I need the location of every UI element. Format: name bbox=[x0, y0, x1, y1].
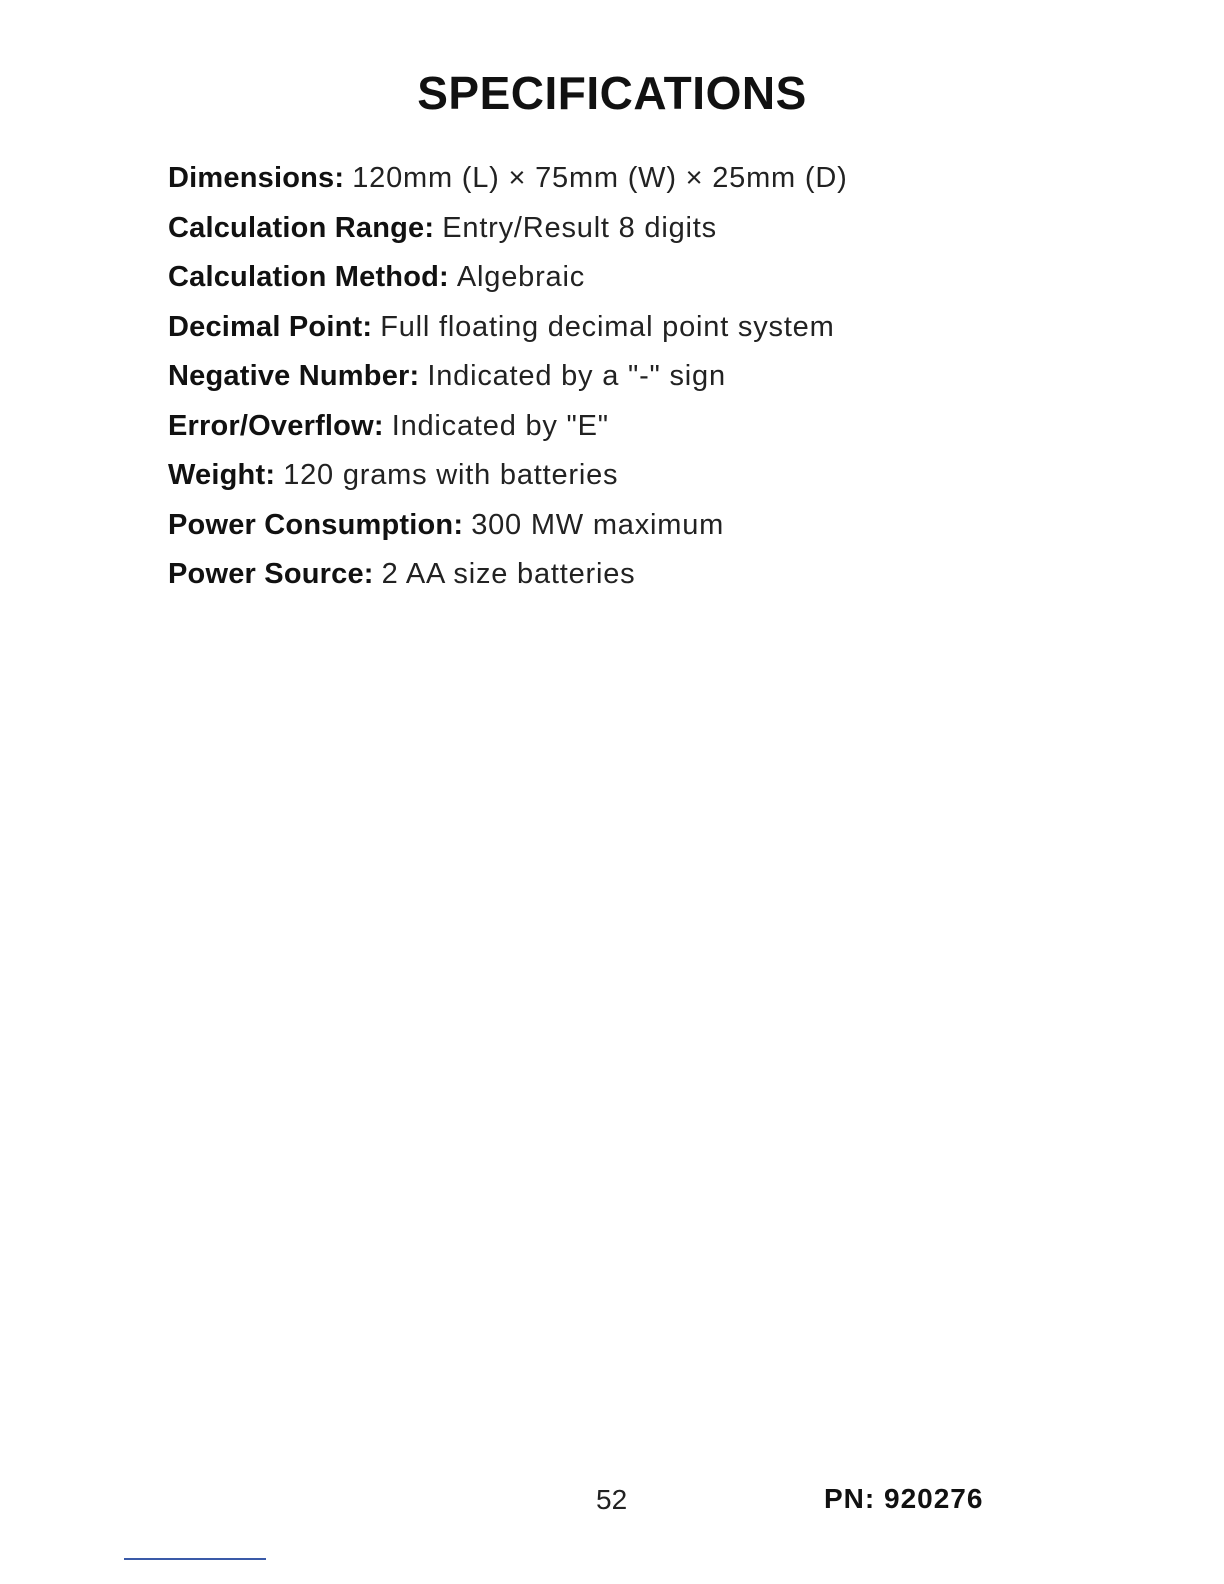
spec-value: Algebraic bbox=[456, 261, 586, 293]
bottom-divider bbox=[124, 1558, 266, 1560]
spec-label: Negative Number: bbox=[168, 360, 420, 392]
spec-list bbox=[168, 158, 1128, 604]
spec-value: Full floating decimal point system bbox=[380, 310, 835, 343]
spec-dimensions bbox=[168, 158, 1128, 208]
part-number: PN: 920276 bbox=[824, 1483, 984, 1514]
spec-label: Decimal Point: bbox=[168, 310, 373, 343]
spec-calculation-method bbox=[168, 257, 1128, 307]
spec-power-consumption bbox=[168, 505, 1128, 555]
spec-error-overflow bbox=[168, 406, 1128, 456]
spec-value: 120mm (L) × 75mm (W) × 25mm (D) bbox=[352, 162, 848, 194]
spec-value: 2 AA size batteries bbox=[381, 558, 636, 590]
spec-label: Power Source: bbox=[168, 558, 374, 590]
spec-decimal-point bbox=[168, 307, 1128, 357]
spec-value: Indicated by "E" bbox=[391, 409, 609, 442]
spec-value: 300 MW maximum bbox=[471, 508, 725, 541]
spec-label: Dimensions: bbox=[168, 162, 345, 194]
page-number: 52 bbox=[596, 1484, 628, 1515]
spec-label: Weight: bbox=[168, 459, 276, 491]
spec-label: Error/Overflow: bbox=[168, 409, 384, 442]
spec-negative-number bbox=[168, 356, 1128, 406]
page-title: SPECIFICATIONS bbox=[417, 67, 807, 119]
spec-value: Entry/Result 8 digits bbox=[442, 211, 717, 244]
spec-label: Calculation Range: bbox=[168, 211, 435, 244]
spec-weight bbox=[168, 455, 1128, 505]
spec-calculation-range bbox=[168, 208, 1128, 258]
spec-label: Calculation Method: bbox=[168, 261, 449, 293]
spec-value: Indicated by a "-" sign bbox=[427, 360, 726, 392]
spec-power-source bbox=[168, 554, 1128, 604]
spec-label: Power Consumption: bbox=[168, 508, 464, 541]
spec-value: 120 grams with batteries bbox=[283, 459, 619, 491]
